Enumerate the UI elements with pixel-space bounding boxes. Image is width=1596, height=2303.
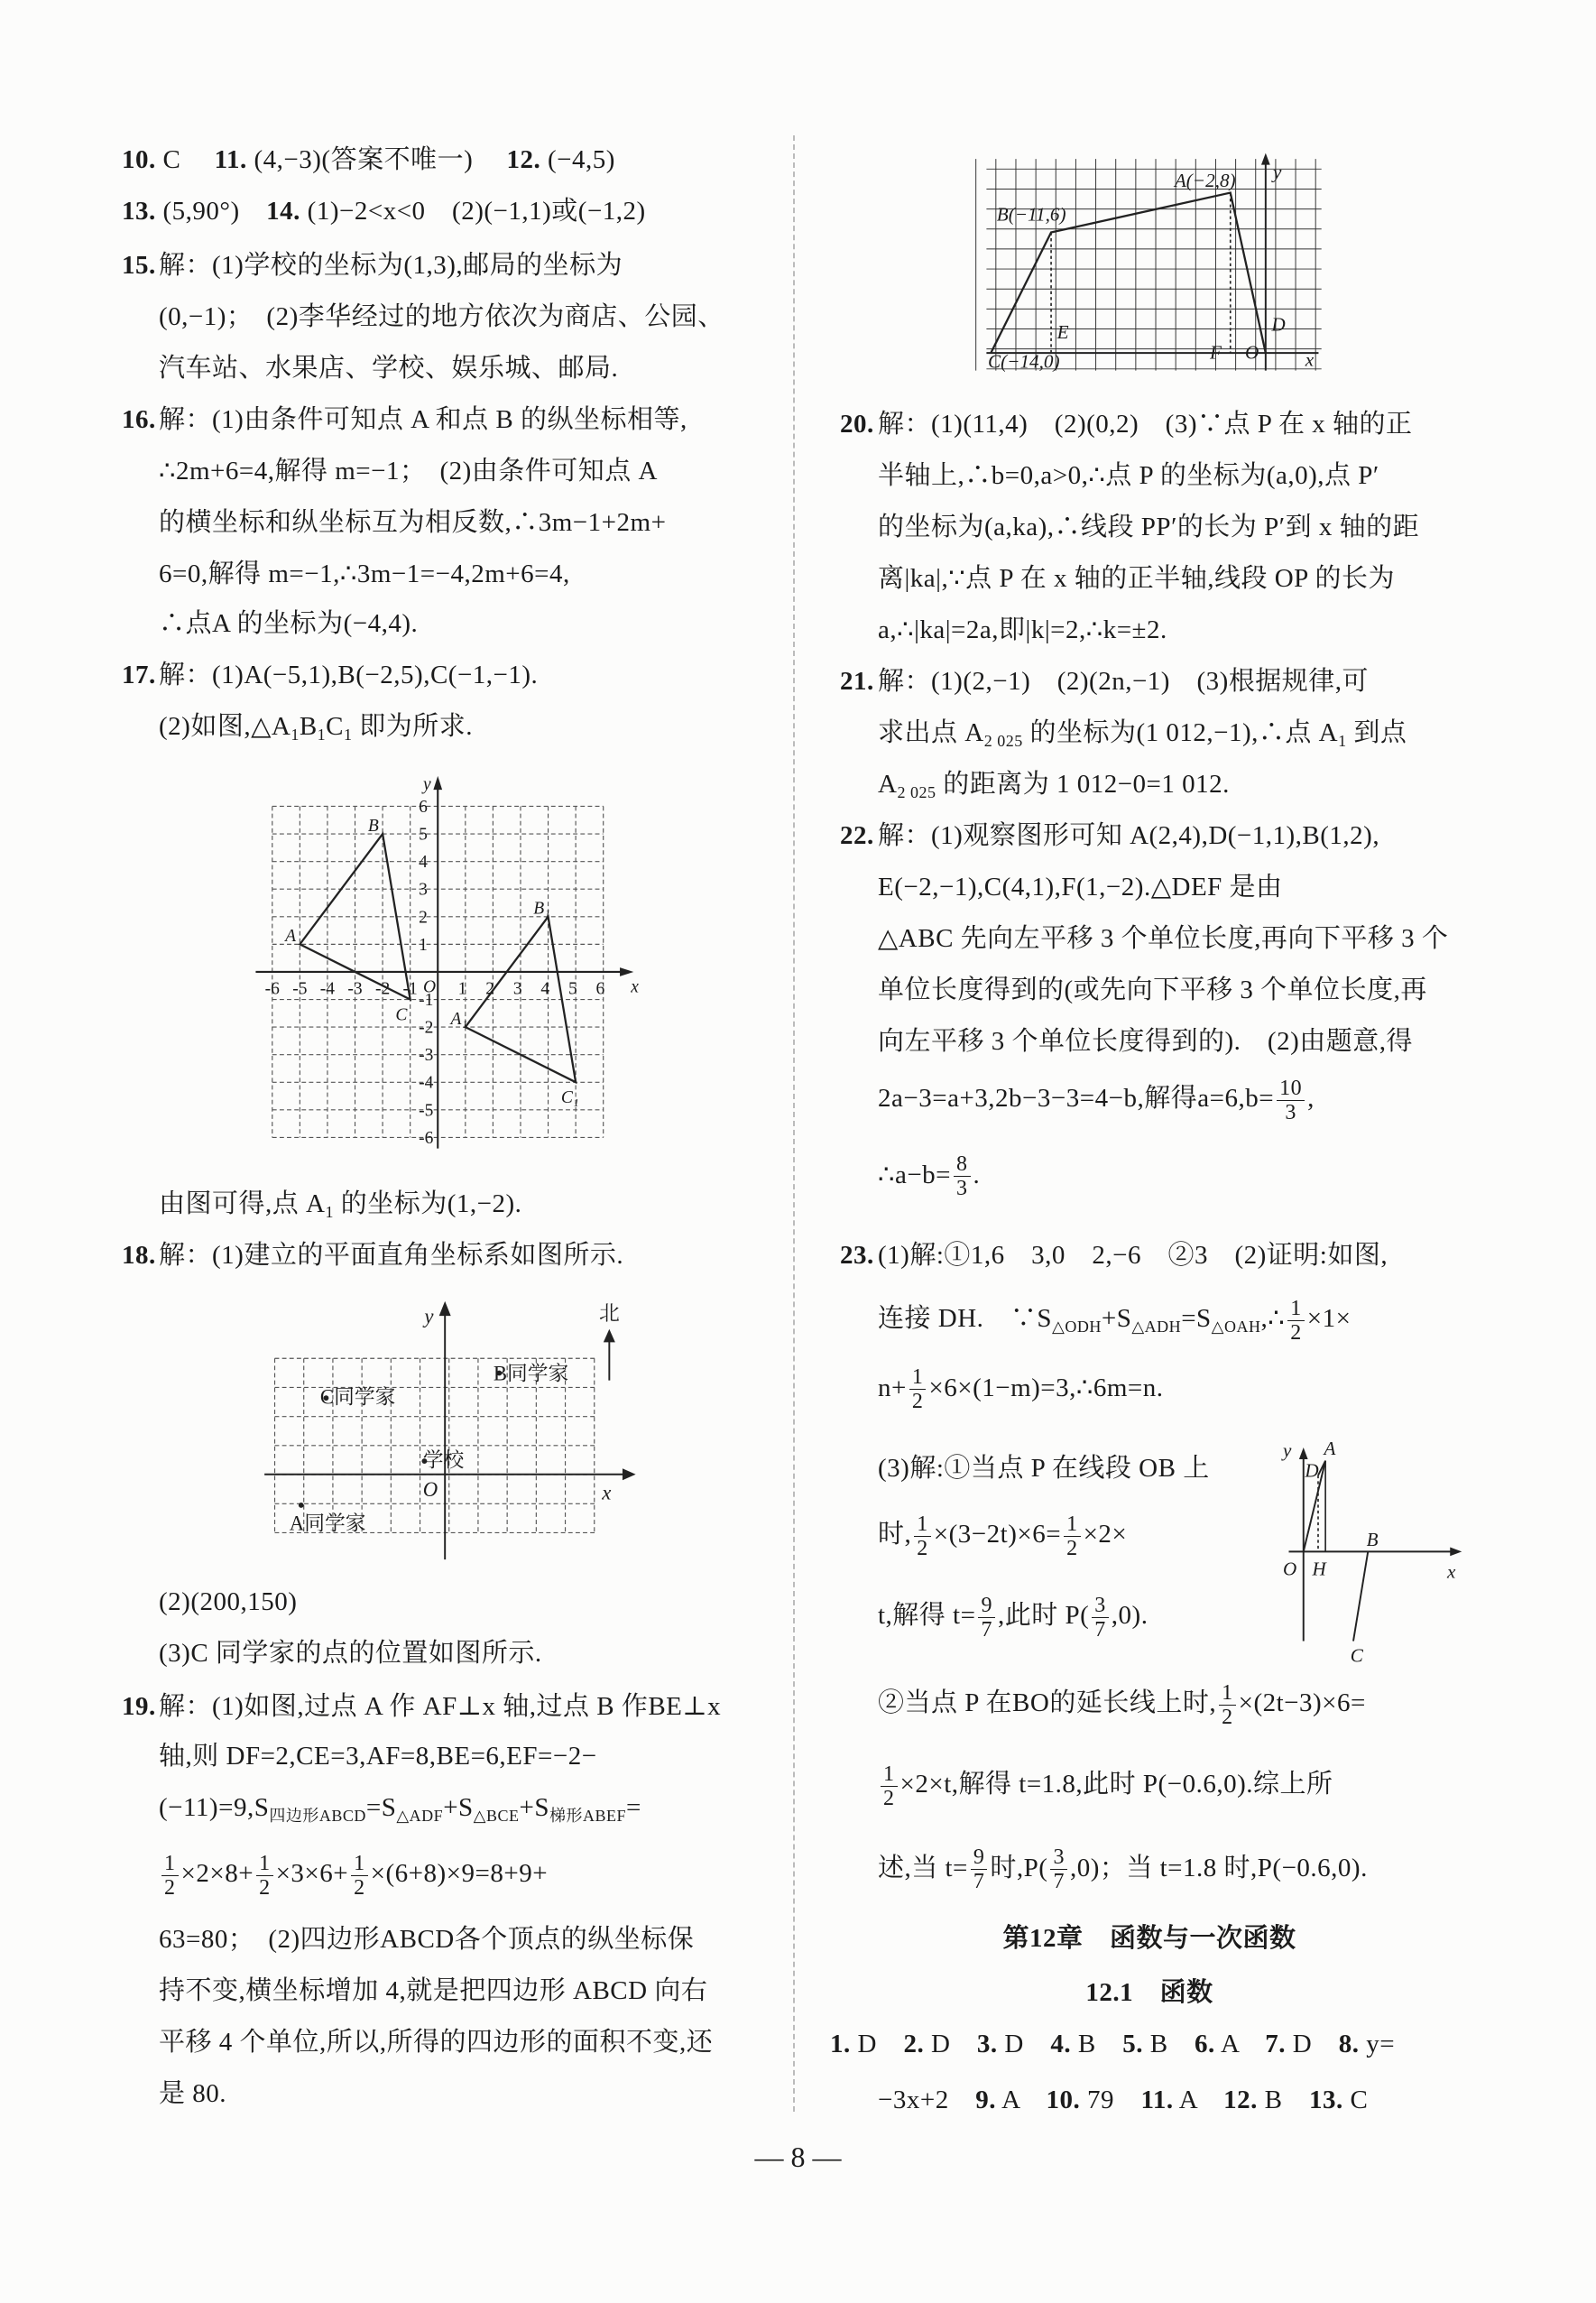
text: C <box>326 712 344 742</box>
text: A <box>1173 2085 1224 2114</box>
text: D <box>997 2029 1051 2058</box>
text: 解：(1)建立的平面直角坐标系如图所示. <box>159 1241 624 1271</box>
subscript: △ADF <box>396 1806 444 1825</box>
figure-17-coordinate-grid <box>262 763 639 1152</box>
fig19-d-label: D <box>1271 313 1286 336</box>
text-line <box>878 862 1283 913</box>
text-line <box>159 1731 597 1782</box>
text: 时, <box>878 1520 912 1549</box>
fraction <box>1287 1297 1305 1345</box>
subscript: △OAH <box>1211 1318 1261 1336</box>
origin-label: O <box>422 977 437 997</box>
item-number: 4. <box>1050 2029 1072 2058</box>
item-number: 10. <box>1046 2085 1081 2114</box>
item-number: 12. <box>1223 2085 1258 2114</box>
text-line <box>159 1577 297 1628</box>
text-line <box>159 343 618 394</box>
text-line <box>878 450 1379 502</box>
item-number: 8. <box>1338 2029 1360 2058</box>
text-line <box>159 291 724 343</box>
page-number: — 8 — <box>754 2141 842 2173</box>
question-number: 21. <box>840 666 874 696</box>
text: ②当点 P 在BO的延长线上时, <box>878 1688 1217 1718</box>
item-number: 13. <box>1308 2085 1343 2114</box>
text: (0,−1)； (2)李华经过的地方依次为商店、公园、 <box>159 302 724 332</box>
text: ,0)；当 t=1.8 时,P(−0.6,0). <box>1069 1853 1368 1882</box>
subscript: 1 <box>344 726 353 745</box>
text: A <box>995 2085 1047 2114</box>
text: 半轴上,∴b=0,a>0,∴点 P 的坐标为(a,0),点 P′ <box>878 461 1379 491</box>
denominator: 2 <box>1290 1320 1302 1345</box>
item-number: 2. <box>903 2029 925 2058</box>
text-line <box>159 598 418 650</box>
text-line <box>840 399 1413 450</box>
text-line <box>122 1230 623 1281</box>
figure-23-diagram <box>1262 1436 1468 1670</box>
fig18-x-label: x <box>602 1481 612 1504</box>
fraction <box>971 1845 988 1893</box>
text-line <box>159 1179 521 1230</box>
question-number: 18. <box>122 1241 156 1271</box>
numerator: 1 <box>256 1852 273 1876</box>
text: B <box>299 712 318 742</box>
text: (2)(200,150) <box>159 1587 298 1617</box>
item-number: 10. <box>122 145 156 175</box>
fig23-b-label: B <box>1366 1528 1379 1550</box>
text: 的距离为 1 012−0=1 012. <box>936 769 1230 799</box>
fig23-a-label: A <box>1324 1438 1336 1460</box>
x-tick-label: 3 <box>512 979 522 999</box>
text: y= <box>1359 2029 1396 2058</box>
text: 的坐标为(a,ka),∴线段 PP′的长为 P′到 x 轴的距 <box>878 513 1420 542</box>
denominator: 2 <box>164 1875 176 1900</box>
text: 解：(1)(11,4) (2)(0,2) (3)∵点 P 在 x 轴的正 <box>878 410 1413 439</box>
numerator: 1 <box>161 1852 179 1876</box>
text: E(−2,−1),C(4,1),F(1,−2).△DEF 是由 <box>878 872 1283 902</box>
text-line <box>159 446 658 497</box>
text: D <box>850 2029 904 2058</box>
text: (2)如图,△A <box>159 712 291 742</box>
y-tick-label: -4 <box>419 1073 434 1093</box>
text: B <box>1071 2029 1123 2058</box>
text: 连接 DH. ∵S <box>878 1304 1053 1334</box>
fig19-y-label: y <box>1272 161 1282 183</box>
text-line <box>159 2017 713 2068</box>
item-number: 1. <box>830 2029 851 2058</box>
item-number: 14. <box>266 197 300 227</box>
text-line <box>159 1848 548 1900</box>
fraction <box>1050 1845 1067 1893</box>
item-number: 7. <box>1265 2029 1287 2058</box>
denominator: 2 <box>1066 1537 1078 1561</box>
text: (3)C 同学家的点的位置如图所示. <box>159 1639 542 1668</box>
question-number: 19. <box>122 1691 156 1721</box>
x-tick-label: 5 <box>567 979 577 999</box>
denominator: 3 <box>1285 1100 1296 1124</box>
fig23-y-label: y <box>1283 1438 1292 1461</box>
text: 解：(1)如图,过点 A 作 AF⊥x 轴,过点 B 作BE⊥x <box>159 1691 722 1721</box>
column-divider <box>793 135 795 2112</box>
x-tick-label: 1 <box>457 979 467 999</box>
text: ×(6+8)×9=8+9+ <box>370 1859 549 1889</box>
numerator: 1 <box>1219 1681 1236 1706</box>
text-line <box>878 2075 1368 2126</box>
text-line <box>878 1590 1148 1642</box>
text: 向左平移 3 个单位长度得到的). (2)由题意,得 <box>878 1026 1413 1056</box>
y-tick-label: 5 <box>419 825 428 845</box>
text-line <box>878 1443 1210 1494</box>
numerator: 9 <box>971 1845 988 1870</box>
text-line <box>878 502 1419 553</box>
text: (5,90°) <box>155 197 267 227</box>
text: 求出点 A <box>878 717 984 747</box>
item-number: 3. <box>976 2029 998 2058</box>
text-line <box>878 708 1407 759</box>
text: 2a−3=a+3,2b−3−3=4−b,解得a=6,b= <box>878 1083 1275 1113</box>
text: +S <box>519 1792 550 1822</box>
section-heading <box>1002 1913 1296 1965</box>
x-axis-label: x <box>631 977 639 997</box>
fig18-y-label: y <box>424 1305 434 1328</box>
fig19-a-label: A(−2,8) <box>1174 170 1236 192</box>
text-line <box>830 2019 1395 2070</box>
text: ∴2m+6=4,解得 m=−1； (2)由条件可知点 A <box>159 457 658 486</box>
item-number: 13. <box>122 197 156 227</box>
item-number: 11. <box>214 145 247 175</box>
text: (3)解:①当点 P 在线段 OB 上 <box>878 1454 1210 1483</box>
x-tick-label: -1 <box>402 979 418 999</box>
text-line <box>878 1293 1351 1345</box>
text: = <box>626 1792 641 1822</box>
x-tick-label: -3 <box>347 979 363 999</box>
y-tick-label: -5 <box>419 1101 434 1121</box>
text: A <box>1214 2029 1266 2058</box>
numerator: 9 <box>978 1594 995 1618</box>
subscript: 2 025 <box>983 731 1023 750</box>
text: ,∴ <box>1260 1304 1286 1334</box>
fig19-b-label: B(−11,6) <box>996 203 1066 226</box>
text-line <box>878 965 1427 1016</box>
text: 的坐标为(1,−2). <box>333 1189 522 1219</box>
fig19-e-label: E <box>1056 320 1069 343</box>
text: n+ <box>878 1373 907 1402</box>
denominator: 7 <box>973 1870 985 1894</box>
text-line <box>122 1681 721 1733</box>
text-line <box>878 1509 1127 1560</box>
numerator: 1 <box>351 1852 368 1876</box>
x-tick-label: -6 <box>264 979 280 999</box>
text: 的坐标为(1 012,−1),∴点 A <box>1022 717 1339 747</box>
fraction <box>1219 1681 1236 1729</box>
x-tick-label: -2 <box>374 979 391 999</box>
denominator: 2 <box>917 1537 928 1561</box>
text: (−4,5) <box>540 145 615 175</box>
item-number: 6. <box>1195 2029 1215 2058</box>
text: 的横坐标和纵坐标互为相反数,∴3m−1+2m+ <box>159 508 667 538</box>
fig18-c-home: C同学家 <box>319 1385 396 1409</box>
fig23-o-label: O <box>1283 1558 1297 1580</box>
question-number: 17. <box>122 661 156 690</box>
fraction <box>1092 1594 1109 1642</box>
fig18-school: 学校 <box>422 1448 465 1472</box>
question-number: 20. <box>840 410 874 439</box>
text: 解：(1)学校的坐标为(1,3),邮局的坐标为 <box>159 251 623 281</box>
item-number: 9. <box>975 2085 996 2114</box>
text-line <box>159 1914 694 1965</box>
text-line <box>878 1363 1164 1414</box>
text: =S <box>1181 1304 1212 1334</box>
text-line <box>878 1678 1366 1729</box>
text: 即为所求. <box>352 712 474 742</box>
fraction <box>1277 1077 1305 1124</box>
question-number: 16. <box>122 405 156 435</box>
fraction <box>881 1762 898 1810</box>
text: +S <box>1101 1304 1132 1334</box>
text: D <box>1286 2029 1339 2058</box>
question-number: 15. <box>122 251 156 281</box>
y-tick-label: 3 <box>419 880 428 900</box>
text-line <box>122 650 538 701</box>
text: A <box>878 769 898 799</box>
fig18-b-home: B同学家 <box>493 1362 569 1385</box>
text-line <box>122 186 646 237</box>
text-line <box>122 394 687 446</box>
text: . <box>973 1160 981 1189</box>
fig18-a-home: A同学家 <box>289 1512 366 1535</box>
text: 第12章 函数与一次函数 <box>1002 1923 1296 1953</box>
x-tick-label: 4 <box>540 979 550 999</box>
text: 解：(1)A(−5,1),B(−2,5),C(−1,−1). <box>159 661 539 690</box>
text: D <box>924 2029 977 2058</box>
denominator: 3 <box>956 1177 968 1201</box>
text: 平移 4 个单位,所以,所得的四边形的面积不变,还 <box>159 2028 714 2058</box>
text: , <box>1307 1083 1315 1113</box>
section-heading <box>1085 1967 1213 2019</box>
text: 持不变,横坐标增加 4,就是把四边形 ABCD 向右 <box>159 1976 708 2006</box>
text-line <box>840 810 1379 862</box>
subscript: 1 <box>317 726 327 745</box>
denominator: 2 <box>883 1786 895 1810</box>
text-line <box>159 701 473 753</box>
text-line <box>878 553 1395 605</box>
x-tick-label: 6 <box>595 979 605 999</box>
subscript: △ADH <box>1131 1318 1182 1336</box>
denominator: 7 <box>1094 1617 1106 1642</box>
text-line <box>878 605 1167 656</box>
text: 述,当 t= <box>878 1853 968 1882</box>
text-line <box>159 497 666 549</box>
fraction <box>914 1512 931 1560</box>
vertex-label: A <box>285 927 297 947</box>
fraction <box>161 1852 179 1900</box>
x-tick-label: -5 <box>292 979 308 999</box>
text: 12.1 函数 <box>1085 1977 1213 2007</box>
item-number: 12. <box>506 145 541 175</box>
item-number: 5. <box>1122 2029 1143 2058</box>
text: ×(2t−3)×6= <box>1238 1688 1366 1718</box>
y-tick-label: -1 <box>419 991 434 1011</box>
fraction <box>351 1852 368 1900</box>
subscript: 梯形ABEF <box>549 1806 627 1825</box>
text: 解：(1)观察图形可知 A(2,4),D(−1,1),B(1,2), <box>878 820 1380 850</box>
text: a,∴|ka|=2a,即|k|=2,∴k=±2. <box>878 615 1167 644</box>
denominator: 7 <box>981 1617 992 1642</box>
text: ×6×(1−m)=3,∴6m=n. <box>928 1373 1164 1402</box>
text: 离|ka|,∵点 P 在 x 轴的正半轴,线段 OP 的长为 <box>878 564 1395 594</box>
text: (1)−2<x<0 (2)(−1,1)或(−1,2) <box>300 197 646 227</box>
numerator: 1 <box>914 1512 931 1537</box>
y-tick-label: 1 <box>419 935 428 955</box>
text: 解：(1)由条件可知点 A 和点 B 的纵坐标相等, <box>159 405 687 435</box>
y-tick-label: 2 <box>419 908 428 928</box>
text: 79 <box>1080 2085 1141 2114</box>
text-line <box>878 759 1230 810</box>
text: C <box>1342 2085 1369 2114</box>
text: =S <box>365 1792 397 1822</box>
text: (−11)=9,S <box>159 1792 270 1822</box>
text: 由图可得,点 A <box>159 1189 326 1219</box>
y-tick-label: -3 <box>419 1046 434 1066</box>
text: B <box>1257 2085 1309 2114</box>
text: t,解得 t= <box>878 1600 976 1630</box>
fraction <box>954 1152 971 1200</box>
text: ×1× <box>1306 1304 1352 1334</box>
subscript: 2 025 <box>897 782 936 801</box>
vertex-label: A₁ <box>450 1009 468 1029</box>
fraction <box>978 1594 995 1642</box>
fig23-d-label: D <box>1305 1459 1319 1482</box>
fig19-f-label: F <box>1209 341 1222 364</box>
fig23-h-label: H <box>1312 1558 1326 1580</box>
y-tick-label: -2 <box>419 1018 434 1038</box>
vertex-label: C <box>395 1005 408 1025</box>
text: −3x+2 <box>878 2085 976 2114</box>
text: ×3×6+ <box>275 1859 349 1889</box>
text: ,0). <box>1111 1600 1149 1630</box>
subscript: 1 <box>325 1203 334 1222</box>
figure-18-map-grid <box>257 1292 646 1564</box>
subscript: 四边形ABCD <box>269 1806 366 1825</box>
denominator: 7 <box>1053 1870 1065 1894</box>
text: 轴,则 DF=2,CE=3,AF=8,BE=6,EF=−2− <box>159 1741 597 1771</box>
fig18-origin: O <box>422 1478 438 1502</box>
question-number: 22. <box>840 820 874 850</box>
text-line <box>878 913 1448 965</box>
question-number: 23. <box>840 1241 874 1271</box>
fig23-x-label: x <box>1447 1560 1456 1583</box>
y-tick-label: -6 <box>419 1128 434 1148</box>
text-line <box>878 1759 1333 1810</box>
x-tick-label: -4 <box>319 979 336 999</box>
figure-19-quadrilateral <box>976 147 1336 385</box>
text: ×2×t,解得 t=1.8,此时 P(−0.6,0).综上所 <box>899 1769 1333 1799</box>
fig23-c-label: C <box>1350 1644 1363 1667</box>
text-line <box>878 1150 980 1201</box>
denominator: 2 <box>354 1875 365 1900</box>
text: B <box>1142 2029 1195 2058</box>
item-number: 11. <box>1140 2085 1174 2114</box>
text: (1)解:①1,6 3,0 2,−6 ②3 (2)证明:如图, <box>878 1241 1388 1271</box>
text-line <box>878 1016 1413 1068</box>
text: ∴点A 的坐标为(−4,4). <box>159 609 419 639</box>
numerator: 10 <box>1277 1077 1305 1101</box>
fig19-o-label: O <box>1245 341 1259 364</box>
text-line <box>159 1965 707 2017</box>
denominator: 2 <box>911 1390 924 1414</box>
text: 是 80. <box>159 2079 227 2109</box>
denominator: 2 <box>259 1875 271 1900</box>
text-line <box>878 1073 1315 1124</box>
vertex-label: B <box>367 816 379 836</box>
text-line <box>840 656 1369 708</box>
subscript: △ODH <box>1052 1318 1102 1336</box>
text: ×(3−2t)×6= <box>933 1520 1062 1549</box>
vertex-label: B₁ <box>533 899 550 919</box>
text: 单位长度得到的(或先向下平移 3 个单位长度,再 <box>878 975 1427 1004</box>
text-line <box>159 1782 641 1834</box>
fraction <box>909 1365 927 1413</box>
fig19-x-label: x <box>1305 348 1315 371</box>
text: 6=0,解得 m=−1,∴3m−1=−4,2m+6=4, <box>159 560 570 589</box>
text: 汽车站、水果店、学校、娱乐城、邮局. <box>159 354 619 384</box>
y-tick-label: 4 <box>419 853 428 873</box>
numerator: 3 <box>1092 1594 1109 1618</box>
text-line <box>840 1230 1388 1281</box>
text: ×2×8+ <box>180 1859 254 1889</box>
subscript: △BCE <box>473 1806 520 1825</box>
subscript: 1 <box>291 726 300 745</box>
text-line <box>878 1843 1368 1894</box>
text-line <box>159 1628 542 1679</box>
numerator: 1 <box>881 1762 898 1787</box>
numerator: 1 <box>1287 1297 1305 1321</box>
text-line <box>159 2068 226 2120</box>
numerator: 1 <box>909 1365 927 1390</box>
numerator: 1 <box>1064 1512 1081 1537</box>
x-tick-label: 2 <box>485 979 495 999</box>
text: ×2× <box>1083 1520 1128 1549</box>
fraction <box>1064 1512 1081 1560</box>
numerator: 3 <box>1050 1845 1067 1870</box>
text-line <box>122 134 615 186</box>
text: (4,−3)(答案不唯一) <box>246 145 507 175</box>
y-axis-label: y <box>422 775 431 795</box>
fig19-c-label: C(−14,0) <box>988 350 1060 373</box>
text: △ABC 先向左平移 3 个单位长度,再向下平移 3 个 <box>878 923 1449 953</box>
text: +S <box>443 1792 474 1822</box>
text-line <box>122 240 623 291</box>
y-tick-label: 6 <box>419 797 428 817</box>
text-line <box>159 549 570 600</box>
fraction <box>256 1852 273 1900</box>
text: C <box>155 145 215 175</box>
text: 时,P( <box>990 1853 1048 1882</box>
text: 到点 <box>1346 717 1407 747</box>
text: 解：(1)(2,−1) (2)(2n,−1) (3)根据规律,可 <box>878 666 1370 696</box>
fig18-north-label: 北 <box>598 1301 620 1325</box>
numerator: 8 <box>954 1152 971 1177</box>
denominator: 2 <box>1222 1706 1233 1730</box>
vertex-label: C₁ <box>560 1088 579 1108</box>
text: ,此时 P( <box>997 1600 1090 1630</box>
text: 63=80； (2)四边形ABCD各个顶点的纵坐标保 <box>159 1925 695 1955</box>
subscript: 1 <box>1338 731 1347 750</box>
text: ∴a−b= <box>878 1160 952 1189</box>
